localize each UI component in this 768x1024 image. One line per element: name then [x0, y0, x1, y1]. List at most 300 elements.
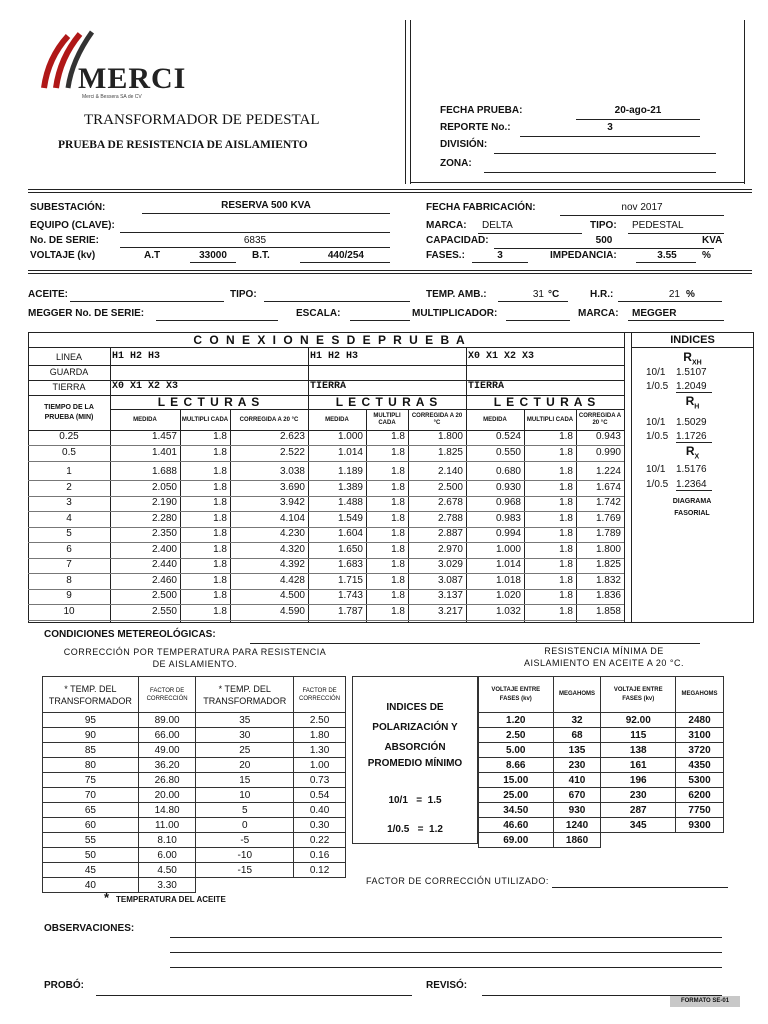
reading-cell: 2.500: [437, 481, 463, 493]
promedio-10-1: 10/1 = 1.5: [388, 795, 442, 806]
voltaje-label: VOLTAJE (kv): [30, 250, 96, 261]
megahoms-cell: 1860: [553, 833, 601, 848]
factor-cell: 89.00: [138, 713, 196, 728]
temp-cell: 55: [43, 833, 139, 848]
temp-cell: 80: [43, 758, 139, 773]
rh-2-value: 1.1726: [676, 431, 712, 443]
page-title: TRANSFORMADOR DE PEDESTAL: [84, 112, 320, 128]
division-label: DIVISIÓN:: [440, 139, 488, 150]
megahoms-cell: 7750: [676, 803, 724, 818]
megahoms-cell: 4350: [676, 758, 724, 773]
reading-cell: 1.787: [337, 605, 363, 617]
reading-cell: 2.400: [151, 543, 177, 555]
factor-cell: 36.20: [138, 758, 196, 773]
reading-cell: 1.604: [337, 528, 363, 539]
reading-cell: 1.8: [213, 446, 227, 458]
reading-cell: 0.930: [495, 481, 521, 493]
temp-table-header: FACTOR DE CORRECCIÓN: [138, 677, 196, 713]
voltaje-cell: 34.50: [479, 803, 554, 818]
fecha-fab-value: nov 2017: [621, 202, 663, 213]
factor-cell: 3.30: [138, 878, 196, 893]
megahoms-cell: 1240: [553, 818, 601, 833]
reading-cell: 3.038: [279, 466, 305, 477]
reading-cell: 1.742: [595, 497, 621, 508]
min-table-header: MEGAHOMS: [553, 677, 601, 713]
bt-label: B.T.: [252, 250, 270, 261]
reading-cell: 4.590: [279, 605, 305, 617]
temp-cell: 40: [43, 878, 139, 893]
lecturas-col-header: MULTIPLI CADA: [526, 416, 574, 423]
correccion-title: CORRECCIÓN POR TEMPERATURA PARA RESISTENCIA DE AISLAMIENTO.: [63, 647, 327, 669]
formato-badge: FORMATO SE-01: [670, 996, 740, 1007]
marca-value: DELTA: [482, 220, 513, 231]
rxh-1-value: 1.5107: [676, 367, 707, 378]
reading-cell: 1.8: [559, 446, 573, 458]
temp-cell: 0: [196, 818, 294, 833]
reading-cell: 1.189: [337, 466, 363, 477]
voltaje-cell: 46.60: [479, 818, 554, 833]
logo: [38, 28, 187, 100]
g2-linea: H1 H2 H3: [310, 351, 359, 362]
voltaje-cell: 196: [601, 773, 676, 788]
reading-cell: 1.8: [213, 512, 227, 524]
rx-2-label: 1/0.5: [646, 479, 669, 490]
rxh-label: $R_{XH}$: [683, 350, 702, 367]
lecturas-1: L E C T U R A S: [157, 395, 261, 409]
reading-cell: 2.500: [151, 590, 177, 601]
reading-cell: 1.020: [495, 590, 521, 601]
megahoms-cell: 5300: [676, 773, 724, 788]
reading-cell: 1.858: [595, 605, 621, 617]
min-table-header: VOLTAJE ENTRE FASES (kv): [601, 677, 676, 713]
reading-cell: 1.8: [391, 590, 405, 601]
reading-cell: 0.990: [595, 446, 621, 458]
reading-cell: 1.8: [391, 446, 405, 458]
megahoms-cell: 3100: [676, 728, 724, 743]
megger-serie-label: MEGGER No. DE SERIE:: [28, 308, 145, 319]
factor-cell: 14.80: [138, 803, 196, 818]
reading-cell: 4.428: [279, 574, 305, 586]
voltaje-cell: 1.20: [479, 713, 554, 728]
factor-cell: 11.00: [138, 818, 196, 833]
tipo-label: TIPO:: [590, 220, 617, 231]
temp-value: 31: [532, 289, 544, 300]
time-cell: 4: [66, 512, 72, 524]
rx-1-value: 1.5176: [676, 464, 707, 475]
reading-cell: 1.8: [559, 574, 573, 586]
reading-cell: 1.8: [213, 543, 227, 555]
reading-cell: 1.8: [391, 466, 405, 477]
factor-cell: 1.30: [294, 743, 346, 758]
probo-label: PROBÓ:: [44, 980, 84, 991]
logo-text: MERCI: [78, 62, 187, 95]
reading-cell: 1.800: [437, 431, 463, 442]
megahoms-cell: 670: [553, 788, 601, 803]
reading-cell: 1.832: [595, 574, 621, 586]
reading-cell: 1.014: [337, 446, 363, 458]
marca-label: MARCA:: [426, 220, 467, 231]
reading-cell: 0.968: [495, 497, 521, 508]
reading-cell: 2.190: [151, 497, 177, 508]
logo-subtitle: Merci & Bessera SA de CV: [82, 94, 142, 100]
g2-tierra: TIERRA: [310, 381, 347, 392]
reading-cell: 3.137: [437, 590, 463, 601]
bt-value: 440/254: [327, 250, 364, 261]
factor-cell: 66.00: [138, 728, 196, 743]
factor-cell: 1.80: [294, 728, 346, 743]
env-tipo-label: TIPO:: [230, 289, 257, 300]
env-marca-value: MEGGER: [632, 308, 677, 319]
temp-cell: 20: [196, 758, 294, 773]
voltaje-cell: 2.50: [479, 728, 554, 743]
reading-cell: 1.8: [391, 528, 405, 539]
g3-tierra: TIERRA: [468, 381, 505, 392]
voltaje-cell: 25.00: [479, 788, 554, 803]
rxh-1-label: 10/1: [646, 367, 666, 378]
fecha-fab-label: FECHA FABRICACIÓN:: [426, 202, 536, 213]
reading-cell: 1.032: [495, 605, 521, 617]
reading-cell: 1.014: [495, 559, 521, 570]
reading-cell: 1.8: [559, 497, 573, 508]
reading-cell: 1.549: [337, 512, 363, 524]
lecturas-col-header: CORREGIDA A 20 °C: [239, 416, 299, 423]
reading-cell: 2.280: [151, 512, 177, 524]
lecturas-2: L E C T U R A S: [335, 395, 439, 409]
g3-linea: X0 X1 X2 X3: [468, 351, 535, 362]
reading-cell: 3.217: [437, 605, 463, 617]
factor-cell: 0.73: [294, 773, 346, 788]
rxh-2-label: 1/0.5: [646, 381, 669, 392]
factor-utilizado-label: FACTOR DE CORRECCIÓN UTILIZADO:: [366, 876, 549, 886]
factor-cell: 2.50: [294, 713, 346, 728]
megahoms-cell: 6200: [676, 788, 724, 803]
reading-cell: 1.8: [391, 605, 405, 617]
temp-cell: 90: [43, 728, 139, 743]
at-value: 33000: [199, 250, 227, 261]
megahoms-cell: 32: [553, 713, 601, 728]
rx-2-value: 1.2364: [676, 479, 712, 491]
time-cell: 3: [66, 497, 72, 508]
env-marca-label: MARCA:: [578, 308, 619, 319]
time-cell: 9: [66, 590, 72, 601]
reading-cell: 2.788: [437, 512, 463, 524]
reading-cell: 1.401: [151, 446, 177, 458]
temp-cell: 45: [43, 863, 139, 878]
factor-cell: 4.50: [138, 863, 196, 878]
resistencia-title: RESISTENCIA MÍNIMA DE AISLAMIENTO EN ACEITE A 20 °C.: [524, 646, 684, 668]
subestacion-label: SUBESTACIÓN:: [30, 202, 106, 213]
time-cell: 8: [66, 574, 72, 586]
reading-cell: 1.8: [559, 543, 573, 555]
reading-cell: 1.8: [213, 528, 227, 539]
at-label: A.T: [144, 250, 161, 261]
megahoms-cell: 9300: [676, 818, 724, 833]
reading-cell: 1.8: [559, 481, 573, 493]
fecha-prueba-value: 20-ago-21: [614, 105, 662, 116]
reading-cell: 1.789: [595, 528, 621, 539]
reading-cell: 1.8: [559, 605, 573, 617]
reading-cell: 1.8: [391, 431, 405, 442]
time-cell: 0.25: [59, 431, 79, 442]
reading-cell: 2.522: [279, 446, 305, 458]
tipo-value: PEDESTAL: [632, 220, 684, 231]
rxh-2-value: 1.2049: [676, 381, 712, 393]
megahoms-cell: 3720: [676, 743, 724, 758]
temp-table-header: * TEMP. DEL TRANSFORMADOR: [196, 677, 294, 713]
temp-cell: 5: [196, 803, 294, 818]
temp-cell: -5: [196, 833, 294, 848]
reading-cell: 2.350: [151, 528, 177, 539]
reading-cell: 4.500: [279, 590, 305, 601]
reading-cell: 1.836: [595, 590, 621, 601]
reading-cell: 1.8: [559, 512, 573, 524]
temp-unit: °C: [548, 289, 560, 300]
reading-cell: 1.000: [337, 431, 363, 442]
rx-label: $R_X$: [685, 444, 700, 461]
factor-cell: 0.22: [294, 833, 346, 848]
temp-cell: 35: [196, 713, 294, 728]
serie-value: 6835: [243, 235, 267, 246]
reporte-value: 3: [607, 122, 613, 133]
megahoms-cell: 135: [553, 743, 601, 758]
reading-cell: 1.769: [595, 512, 621, 524]
reading-cell: 1.457: [151, 431, 177, 442]
temp-table-header: * TEMP. DEL TRANSFORMADOR: [43, 677, 139, 713]
factor-cell: 0.40: [294, 803, 346, 818]
tiempo-label: TIEMPO DE LA PRUEBA (MIN): [44, 404, 94, 421]
lecturas-col-header: MEDIDA: [483, 416, 507, 423]
reading-cell: 4.320: [279, 543, 305, 555]
diagrama-fasorial: DIAGRAMA FASORIAL: [672, 498, 712, 517]
reading-cell: 1.224: [595, 466, 621, 477]
lecturas-col-header: MEDIDA: [133, 416, 157, 423]
time-cell: 2: [66, 481, 72, 493]
capacidad-label: CAPACIDAD:: [426, 235, 489, 246]
reading-cell: 1.389: [337, 481, 363, 493]
megahoms-cell: 68: [553, 728, 601, 743]
megahoms-cell: 410: [553, 773, 601, 788]
promedio-1-05: 1/0.5 = 1.2: [387, 824, 443, 835]
hr-value: 21: [668, 289, 680, 300]
lecturas-3: L E C T U R A S: [493, 395, 597, 409]
reading-cell: 1.825: [595, 559, 621, 570]
reading-cell: 1.8: [213, 590, 227, 601]
reading-cell: 0.680: [495, 466, 521, 477]
fases-label: FASES.:: [426, 250, 465, 261]
condiciones-title: CONDICIONES METEREOLÓGICAS:: [44, 629, 216, 640]
reading-cell: 2.623: [279, 431, 305, 442]
reading-cell: 1.8: [213, 574, 227, 586]
reading-cell: 1.8: [213, 559, 227, 570]
reading-cell: 1.650: [337, 543, 363, 555]
reading-cell: 1.8: [559, 590, 573, 601]
lecturas-col-header: MULTIPLI CADA: [181, 416, 229, 423]
min-table-header: MEGAHOMS: [676, 677, 724, 713]
factor-cell: 0.12: [294, 863, 346, 878]
reading-cell: 0.943: [595, 431, 621, 442]
temp-cell: 15: [196, 773, 294, 788]
voltaje-cell: 5.00: [479, 743, 554, 758]
reading-cell: 1.674: [595, 481, 621, 493]
reading-cell: 4.392: [279, 559, 305, 570]
temp-cell: 50: [43, 848, 139, 863]
factor-cell: 0.54: [294, 788, 346, 803]
lecturas-col-header: MULTIPLI CADA: [373, 413, 401, 426]
reading-cell: 0.524: [495, 431, 521, 442]
impedancia-value: 3.55: [657, 250, 677, 261]
factor-cell: 6.00: [138, 848, 196, 863]
equipo-label: EQUIPO (CLAVE):: [30, 220, 115, 231]
hr-unit: %: [686, 289, 695, 300]
reading-cell: 0.550: [495, 446, 521, 458]
temp-correction-table: [42, 676, 346, 893]
reading-cell: 1.743: [337, 590, 363, 601]
temp-cell: 30: [196, 728, 294, 743]
reading-cell: 1.8: [559, 466, 573, 477]
reading-cell: 1.8: [391, 497, 405, 508]
pct-label: %: [702, 250, 711, 261]
factor-cell: 8.10: [138, 833, 196, 848]
reading-cell: 1.683: [337, 559, 363, 570]
row-label-tierra: TIERRA: [52, 382, 86, 392]
temp-cell: 95: [43, 713, 139, 728]
reading-cell: 1.018: [495, 574, 521, 586]
time-cell: 1: [66, 466, 72, 477]
reading-cell: 4.230: [279, 528, 305, 539]
reading-cell: 1.688: [151, 466, 177, 477]
reading-cell: 1.8: [559, 528, 573, 539]
promedio-minimo: PROMEDIO MÍNIMO: [367, 758, 463, 769]
reading-cell: 3.087: [437, 574, 463, 586]
temp-cell: 65: [43, 803, 139, 818]
page-subtitle: PRUEBA DE RESISTENCIA DE AISLAMIENTO: [58, 139, 308, 151]
voltaje-cell: 138: [601, 743, 676, 758]
aceite-label: ACEITE:: [28, 289, 68, 300]
reading-cell: 1.8: [391, 481, 405, 493]
megahoms-cell: 930: [553, 803, 601, 818]
rh-1-label: 10/1: [646, 417, 666, 428]
reading-cell: 1.8: [213, 481, 227, 493]
temp-cell: 25: [196, 743, 294, 758]
reading-cell: 1.8: [391, 512, 405, 524]
voltaje-cell: 69.00: [479, 833, 554, 848]
reading-cell: 2.550: [151, 605, 177, 617]
min-table-header: VOLTAJE ENTRE FASES (kv): [479, 677, 554, 713]
observaciones-label: OBSERVACIONES:: [44, 923, 135, 934]
voltaje-cell: 92.00: [601, 713, 676, 728]
voltaje-cell: 287: [601, 803, 676, 818]
reading-cell: 0.983: [495, 512, 521, 524]
reading-cell: 2.887: [437, 528, 463, 539]
temp-cell: 10: [196, 788, 294, 803]
impedancia-label: IMPEDANCIA:: [550, 250, 617, 261]
temp-cell: -15: [196, 863, 294, 878]
temp-cell: 75: [43, 773, 139, 788]
factor-cell: 1.00: [294, 758, 346, 773]
reading-cell: 3.029: [437, 559, 463, 570]
serie-label: No. DE SERIE:: [30, 235, 99, 246]
temp-cell: 85: [43, 743, 139, 758]
reading-cell: 2.050: [151, 481, 177, 493]
reading-cell: 2.460: [151, 574, 177, 586]
subestacion-value: RESERVA 500 KVA: [221, 200, 311, 211]
nota-temperatura: TEMPERATURA DEL ACEITE: [116, 895, 226, 904]
temp-cell: -10: [196, 848, 294, 863]
rx-1-label: 10/1: [646, 464, 666, 475]
reading-cell: 1.8: [391, 559, 405, 570]
reading-cell: 0.994: [495, 528, 521, 539]
escala-label: ESCALA:: [296, 308, 341, 319]
reading-cell: 3.942: [279, 497, 305, 508]
time-cell: 7: [66, 559, 72, 570]
fecha-prueba-label: FECHA PRUEBA:: [440, 105, 523, 116]
time-cell: 6: [66, 543, 72, 555]
reading-cell: 2.970: [437, 543, 463, 555]
min-resistance-table: [478, 676, 724, 848]
reading-cell: 4.104: [279, 512, 305, 524]
voltaje-cell: 8.66: [479, 758, 554, 773]
reading-cell: 1.8: [391, 574, 405, 586]
temp-cell: 60: [43, 818, 139, 833]
reading-cell: 1.000: [495, 543, 521, 555]
multiplicador-label: MULTIPLICADOR:: [412, 308, 498, 319]
temp-table-header: FACTOR DE CORRECCIÓN: [294, 677, 346, 713]
polarizacion-title: INDICES DE POLARIZACIÓN Y ABSORCIÓN: [372, 702, 458, 753]
reading-cell: 1.8: [213, 497, 227, 508]
factor-cell: 49.00: [138, 743, 196, 758]
voltaje-cell: 15.00: [479, 773, 554, 788]
lecturas-col-header: CORREGIDA A 20 °C: [578, 413, 622, 426]
kva-label: KVA: [702, 235, 723, 246]
capacidad-value: 500: [595, 235, 613, 246]
time-cell: 10: [63, 605, 75, 617]
reading-cell: 2.678: [437, 497, 463, 508]
rh-1-value: 1.5029: [676, 417, 707, 428]
zona-label: ZONA:: [440, 158, 472, 169]
reading-cell: 1.8: [213, 466, 227, 477]
reading-cell: 1.715: [337, 574, 363, 586]
reading-cell: 1.8: [213, 431, 227, 442]
reading-cell: 1.8: [213, 605, 227, 617]
reading-cell: 1.825: [437, 446, 463, 458]
reading-cell: 2.140: [437, 466, 463, 477]
reading-cell: 1.488: [337, 497, 363, 508]
megahoms-cell: 2480: [676, 713, 724, 728]
nota-star: *: [104, 890, 110, 905]
reading-cell: 1.8: [559, 431, 573, 442]
factor-cell: 26.80: [138, 773, 196, 788]
rh-label: $R_H$: [685, 394, 700, 411]
fases-value: 3: [497, 250, 503, 261]
indices-title: INDICES: [670, 334, 715, 346]
hr-label: H.R.:: [590, 289, 614, 300]
reading-cell: 3.690: [279, 481, 305, 493]
voltaje-cell: 345: [601, 818, 676, 833]
factor-cell: 20.00: [138, 788, 196, 803]
temp-cell: 70: [43, 788, 139, 803]
reporte-label: REPORTE No.:: [440, 122, 511, 133]
reading-cell: 1.800: [595, 543, 621, 555]
factor-cell: 0.16: [294, 848, 346, 863]
row-label-guarda: GUARDA: [49, 367, 89, 377]
voltaje-cell: 115: [601, 728, 676, 743]
megahoms-cell: 230: [553, 758, 601, 773]
temp-label: TEMP. AMB.:: [426, 289, 487, 300]
reading-cell: 2.440: [151, 559, 177, 570]
lecturas-col-header: MEDIDA: [325, 416, 349, 423]
lecturas-col-header: CORREGIDA A 20 °C: [411, 413, 463, 426]
time-cell: 5: [66, 528, 72, 539]
